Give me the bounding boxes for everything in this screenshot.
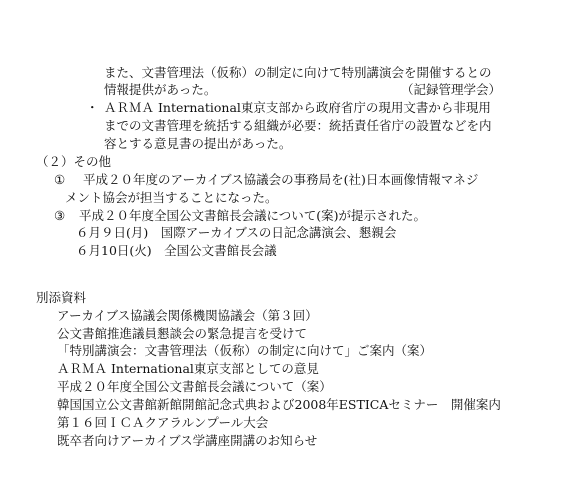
attachment-item: 平成２０年度全国公文書館長会議について（案）: [57, 379, 332, 394]
intro-source: （記録管理学会）: [401, 82, 502, 97]
intro-line-2: 情報提供があった。: [104, 82, 217, 97]
item-3-line-1: 平成２０年度全国公文書館長会議について(案)が提示された。: [79, 208, 427, 223]
item-1-line-1: 平成２０年度のアーカイブス協議会の事務局を(社)日本画像情報マネジ: [83, 172, 479, 187]
item-3-marker: ③: [54, 208, 66, 223]
attachment-item: ＡＲＭＡ International東京支部としての意見: [57, 361, 319, 376]
bullet-line-3: 容とする意見書の提出があった。: [104, 136, 292, 151]
attachment-item: 第１６回ＩＣＡクアラルンプール大会: [57, 415, 269, 430]
intro-line-1: また、文書管理法（仮称）の制定に向けて特別講演会を開催するとの: [104, 65, 492, 80]
item-1-marker: ①: [54, 172, 66, 187]
schedule-line-2: ６月10日(火) 全国公文書館長会議: [76, 243, 277, 258]
attachment-item: アーカイブス協議会関係機関協議会（第３回）: [57, 308, 318, 323]
attachment-item: 「特別講演会：文書管理法（仮称）の制定に向けて」ご案内（案）: [57, 343, 433, 358]
attachment-item: 既卒者向けアーカイブス学講座開講のお知らせ: [57, 433, 318, 448]
attachment-item: 韓国国立公文書館新館開館記念式典および2008年ESTICAセミナー 開催案内: [57, 397, 501, 412]
attachments-heading: 別添資料: [36, 290, 87, 305]
item-1-line-2: メント協会が担当することになった。: [65, 190, 278, 205]
bullet-line-1: ＡＲＭＡ International東京支部から政府省庁の現用文書から非現用: [104, 100, 491, 115]
bullet-marker: ・: [86, 100, 99, 115]
section-2-heading: （２）その他: [36, 154, 112, 169]
attachment-item: 公文書館推進議員懇談会の緊急提言を受けて: [57, 326, 308, 341]
bullet-line-2: までの文書管理を統括する組織が必要：統括責任省庁の設置などを内: [104, 118, 492, 133]
schedule-line-1: ６月９日(月) 国際アーカイブスの日記念講演会、懇親会: [76, 225, 397, 240]
